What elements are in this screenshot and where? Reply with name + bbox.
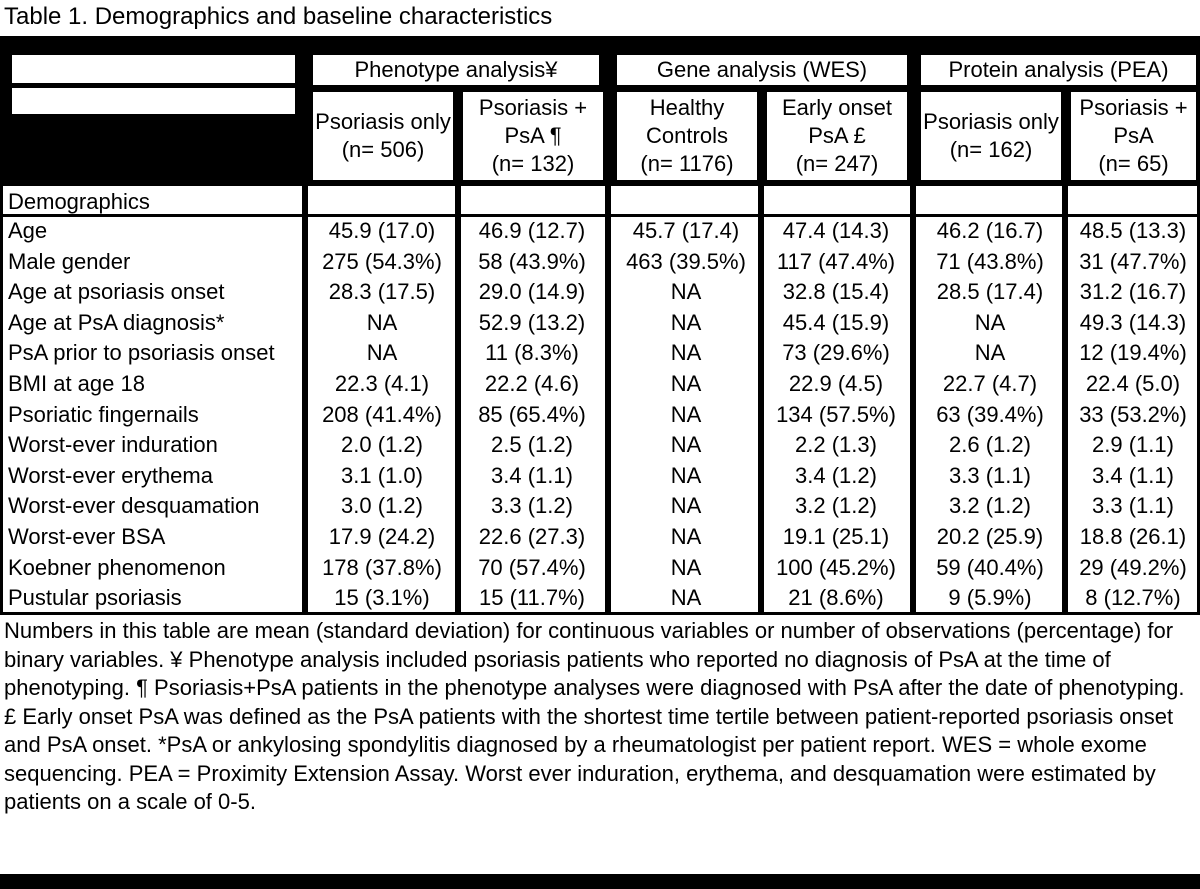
table-cell: NA bbox=[617, 493, 755, 519]
table-cell: 11 (8.3%) bbox=[463, 340, 601, 366]
column-header: Early onset PsA £ (n= 247) bbox=[767, 92, 907, 180]
column-header: Psoriasis + PsA (n= 65) bbox=[1071, 92, 1196, 180]
table-cell: 2.5 (1.2) bbox=[463, 432, 601, 458]
table-cell: 100 (45.2%) bbox=[767, 555, 905, 581]
table-cell: 275 (54.3%) bbox=[313, 249, 451, 275]
table-cell: 45.7 (17.4) bbox=[617, 218, 755, 244]
table-cell: 49.3 (14.3) bbox=[1071, 310, 1195, 336]
table-cell: NA bbox=[617, 555, 755, 581]
row-label: Worst-ever induration bbox=[8, 432, 218, 458]
table-cell: 31 (47.7%) bbox=[1071, 249, 1195, 275]
row-label: Male gender bbox=[8, 248, 131, 274]
table-cell: 29 (49.2%) bbox=[1071, 555, 1195, 581]
table-cell: 15 (3.1%) bbox=[313, 585, 451, 611]
table-cell: 3.4 (1.2) bbox=[767, 463, 905, 489]
table-cell: 22.6 (27.3) bbox=[463, 524, 601, 550]
row-divider bbox=[0, 214, 1200, 217]
table-cell: 3.4 (1.1) bbox=[1071, 463, 1195, 489]
table-cell: 73 (29.6%) bbox=[767, 340, 905, 366]
row-label: Age bbox=[8, 218, 48, 243]
table-title: Table 1. Demographics and baseline characteristics bbox=[4, 3, 553, 30]
table-cell: NA bbox=[617, 371, 755, 397]
header-blank-bottom bbox=[12, 88, 295, 114]
table-cell: 2.0 (1.2) bbox=[313, 432, 451, 458]
table-cell: 47.4 (14.3) bbox=[767, 218, 905, 244]
table-cell: NA bbox=[617, 432, 755, 458]
row-label: BMI at age 18 bbox=[8, 371, 145, 396]
table-cell: 8 (12.7%) bbox=[1071, 585, 1195, 611]
table-cell: 46.2 (16.7) bbox=[921, 218, 1059, 244]
table-cell: 52.9 (13.2) bbox=[463, 310, 601, 336]
bottom-bar bbox=[0, 874, 1200, 889]
column-divider bbox=[758, 186, 764, 613]
table-cell: 33 (53.2%) bbox=[1071, 402, 1195, 428]
table-cell: 46.9 (12.7) bbox=[463, 218, 601, 244]
table-cell: 208 (41.4%) bbox=[313, 402, 451, 428]
column-header: Healthy Controls (n= 1176) bbox=[617, 92, 757, 180]
table-cell: 32.8 (15.4) bbox=[767, 279, 905, 305]
table-cell: 17.9 (24.2) bbox=[313, 524, 451, 550]
table-cell: 28.5 (17.4) bbox=[921, 279, 1059, 305]
column-divider bbox=[910, 186, 916, 613]
header-blank-top bbox=[12, 55, 295, 83]
table-cell: 3.2 (1.2) bbox=[767, 493, 905, 519]
group-phenotype: Phenotype analysis¥ bbox=[313, 55, 599, 85]
table-cell: 20.2 (25.9) bbox=[921, 524, 1059, 550]
table-cell: 2.9 (1.1) bbox=[1071, 432, 1195, 458]
table-cell: 21 (8.6%) bbox=[767, 585, 905, 611]
table-cell: NA bbox=[921, 310, 1059, 336]
table-cell: 45.9 (17.0) bbox=[313, 218, 451, 244]
column-divider bbox=[1062, 186, 1068, 613]
row-label: PsA prior to psoriasis onset bbox=[8, 340, 275, 366]
table-border-left bbox=[0, 186, 3, 613]
section-label-demographics: Demographics bbox=[8, 189, 150, 214]
table-cell: 3.3 (1.1) bbox=[921, 463, 1059, 489]
table-cell: 59 (40.4%) bbox=[921, 555, 1059, 581]
row-label: Age at PsA diagnosis* bbox=[8, 309, 225, 335]
table-cell: 58 (43.9%) bbox=[463, 249, 601, 275]
table-cell: 85 (65.4%) bbox=[463, 402, 601, 428]
table-cell: 45.4 (15.9) bbox=[767, 310, 905, 336]
table-cell: 3.2 (1.2) bbox=[921, 493, 1059, 519]
table-cell: 9 (5.9%) bbox=[921, 585, 1059, 611]
table-cell: NA bbox=[617, 463, 755, 489]
table-cell: 31.2 (16.7) bbox=[1071, 279, 1195, 305]
table-cell: 22.4 (5.0) bbox=[1071, 371, 1195, 397]
table-cell: NA bbox=[313, 310, 451, 336]
table-cell: 70 (57.4%) bbox=[463, 555, 601, 581]
footnote: Numbers in this table are mean (standard deviation) for continuous variables or number of observations (percentage) for binary variables. ¥ Phenotype analysis included psoriasis patients who reported no diagnosis of PsA at the time of phenotyping. ¶ Psoriasis+PsA patients in the phenotype analyses were diagnosed with PsA after the date of phenotyping. £ Early onset PsA was defined as the PsA patients with the shortest time tertile between patient-reported psoriasis onset and PsA onset. *PsA or ankylosing spondylitis diagnosed by a rheumatologist per patient report. WES = whole exome sequencing. PEA = Proximity Extension Assay. Worst ever induration, erythema, and desquamation were estimated by patients on a scale of 0-5. bbox=[4, 618, 1185, 814]
table-cell: 22.2 (4.6) bbox=[463, 371, 601, 397]
table-cell: 28.3 (17.5) bbox=[313, 279, 451, 305]
row-label: Pustular psoriasis bbox=[8, 585, 182, 611]
table-cell: 463 (39.5%) bbox=[617, 249, 755, 275]
table-cell: 71 (43.8%) bbox=[921, 249, 1059, 275]
column-divider bbox=[302, 186, 308, 613]
table-cell: NA bbox=[921, 340, 1059, 366]
table-cell: NA bbox=[617, 524, 755, 550]
column-header: Psoriasis only (n= 162) bbox=[921, 92, 1061, 180]
table-cell: 12 (19.4%) bbox=[1071, 340, 1195, 366]
group-protein: Protein analysis (PEA) bbox=[921, 55, 1196, 85]
table-cell: 2.2 (1.3) bbox=[767, 432, 905, 458]
table-cell: 22.3 (4.1) bbox=[313, 371, 451, 397]
table-cell: 29.0 (14.9) bbox=[463, 279, 601, 305]
table-cell: 22.9 (4.5) bbox=[767, 371, 905, 397]
table-cell: 178 (37.8%) bbox=[313, 555, 451, 581]
table-cell: 19.1 (25.1) bbox=[767, 524, 905, 550]
row-label: Worst-ever erythema bbox=[8, 462, 213, 488]
table-cell: 3.3 (1.2) bbox=[463, 493, 601, 519]
table-cell: 3.0 (1.2) bbox=[313, 493, 451, 519]
table-cell: 3.3 (1.1) bbox=[1071, 493, 1195, 519]
group-gene: Gene analysis (WES) bbox=[617, 55, 907, 85]
table-cell: 48.5 (13.3) bbox=[1071, 218, 1195, 244]
table-cell: NA bbox=[617, 279, 755, 305]
row-label: Age at psoriasis onset bbox=[8, 279, 225, 305]
table-cell: NA bbox=[617, 402, 755, 428]
row-label: Koebner phenomenon bbox=[8, 554, 226, 580]
table-cell: 134 (57.5%) bbox=[767, 402, 905, 428]
column-header: Psoriasis + PsA ¶ (n= 132) bbox=[463, 92, 603, 180]
column-divider bbox=[605, 186, 611, 613]
table-cell: NA bbox=[617, 340, 755, 366]
table-cell: 22.7 (4.7) bbox=[921, 371, 1059, 397]
table-cell: 3.1 (1.0) bbox=[313, 463, 451, 489]
row-label: Worst-ever desquamation bbox=[8, 493, 260, 519]
column-divider bbox=[455, 186, 461, 613]
row-label: Worst-ever BSA bbox=[8, 524, 166, 549]
table-cell: 3.4 (1.1) bbox=[463, 463, 601, 489]
row-label: Psoriatic fingernails bbox=[8, 401, 199, 427]
table-cell: NA bbox=[617, 585, 755, 611]
table-cell: 63 (39.4%) bbox=[921, 402, 1059, 428]
table-cell: 117 (47.4%) bbox=[767, 249, 905, 275]
table-cell: 18.8 (26.1) bbox=[1071, 524, 1195, 550]
table-cell: NA bbox=[313, 340, 451, 366]
table-cell: 2.6 (1.2) bbox=[921, 432, 1059, 458]
table-cell: NA bbox=[617, 310, 755, 336]
table-cell: 15 (11.7%) bbox=[463, 585, 601, 611]
column-header: Psoriasis only (n= 506) bbox=[313, 92, 453, 180]
